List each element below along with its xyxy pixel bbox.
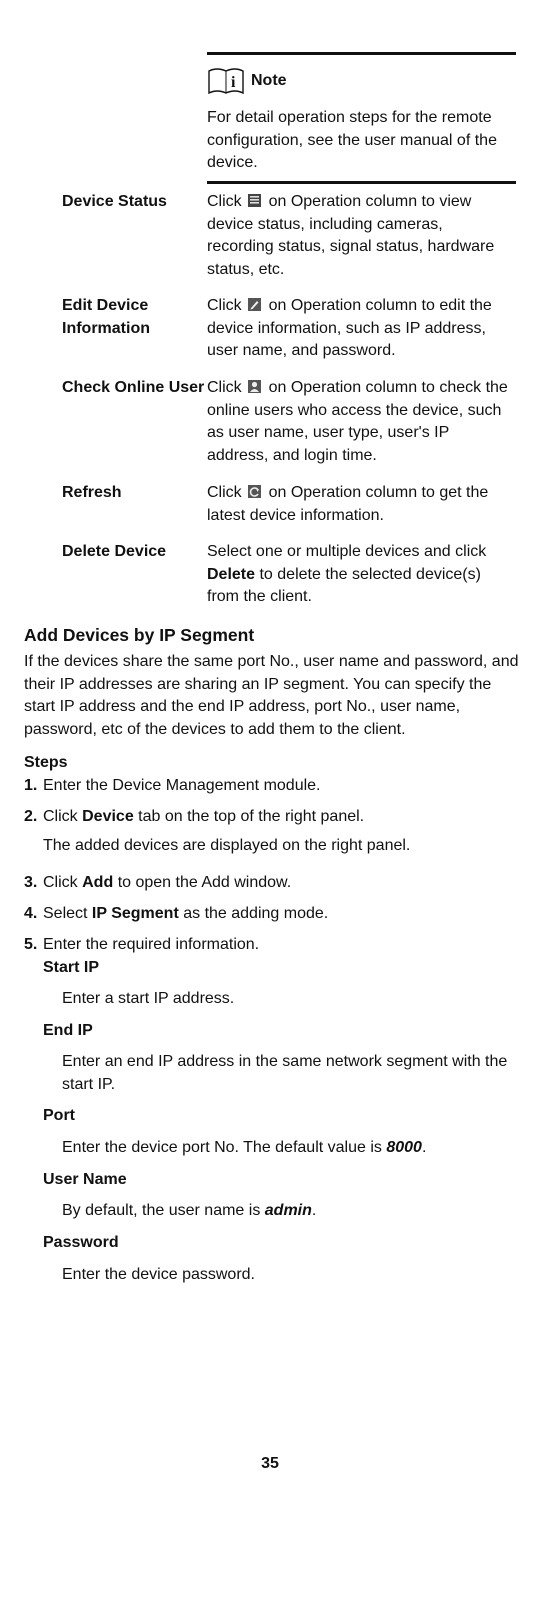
device-status-icon[interactable]	[247, 193, 262, 208]
page-number: 35	[261, 1455, 279, 1472]
edit-icon[interactable]	[247, 297, 262, 312]
note-title: Note	[251, 71, 287, 89]
svg-text:i: i	[231, 74, 236, 91]
info-book-icon	[207, 67, 245, 95]
steps-heading: Steps	[24, 754, 68, 771]
step-1: 1. Enter the Device Management module.	[24, 777, 321, 794]
note-box	[207, 52, 516, 184]
row-term: Check Online User	[62, 379, 205, 396]
add-label: Add	[82, 874, 114, 891]
field-end-ip-name: End IP	[43, 1022, 93, 1039]
note-header	[207, 59, 516, 103]
field-user-name-desc: By default, the user name is admin.	[62, 1202, 317, 1219]
refresh-icon[interactable]	[247, 484, 262, 499]
port-default-value: 8000	[386, 1139, 422, 1156]
step-4: 4. Select IP Segment as the adding mode.	[24, 905, 329, 922]
row-desc: Select one or multiple devices and click Delete to delete the selected device(s) from the client.	[207, 543, 487, 605]
field-start-ip-name: Start IP	[43, 959, 100, 976]
note-bottom-rule	[207, 181, 516, 184]
field-user-name-name: User Name	[43, 1171, 127, 1188]
row-edit-device	[62, 295, 522, 363]
field-password-name: Password	[43, 1234, 119, 1251]
section-intro: If the devices share the same port No., user name and password, and their IP addresses are sharing an IP segment. You can specify the start IP address and the end IP address, port No., user name, password, etc of the devices to add them to the client.	[24, 653, 519, 738]
row-check-online-user	[62, 377, 522, 467]
step-5: 5. Enter the required information.	[24, 936, 260, 953]
row-term: Refresh	[62, 484, 122, 501]
field-start-ip-desc: Enter a start IP address.	[62, 990, 235, 1007]
row-term: Device Status	[62, 193, 167, 210]
row-device-status	[62, 191, 522, 281]
user-icon[interactable]	[247, 379, 262, 394]
field-password-desc: Enter the device password.	[62, 1266, 255, 1283]
step-2: 2. Click Device tab on the top of the right panel.	[24, 808, 365, 825]
step-2-result: The added devices are displayed on the right panel.	[43, 837, 411, 854]
delete-label: Delete	[207, 565, 256, 583]
device-tab-label: Device	[82, 808, 134, 825]
row-delete-device	[62, 541, 522, 609]
step-3: 3. Click Add to open the Add window.	[24, 874, 292, 891]
row-refresh	[62, 482, 522, 527]
note-text: For detail operation steps for the remote configuration, see the user manual of the device.	[207, 109, 497, 171]
row-term: Edit Device Information	[62, 297, 150, 337]
row-desc: Click on Operation column to check the online users who access the device, such as user name, user type, user's IP address, and login time.	[207, 379, 508, 464]
field-port-name: Port	[43, 1107, 75, 1124]
user-name-default-value: admin	[264, 1202, 312, 1219]
ip-segment-label: IP Segment	[91, 905, 179, 922]
row-desc: Click on Operation column to get the latest device information.	[207, 484, 489, 524]
note-top-rule	[207, 52, 516, 55]
row-desc: Click on Operation column to view device status, including cameras, recording status, signal status, hardware status, etc.	[207, 193, 495, 278]
row-term: Delete Device	[62, 543, 167, 560]
row-desc: Click on Operation column to edit the device information, such as IP address, user name, and password.	[207, 297, 492, 359]
field-end-ip-desc: Enter an end IP address in the same network segment with the start IP.	[62, 1053, 508, 1093]
field-port-desc: Enter the device port No. The default value is 8000.	[62, 1139, 427, 1156]
section-title: Add Devices by IP Segment	[24, 625, 255, 645]
